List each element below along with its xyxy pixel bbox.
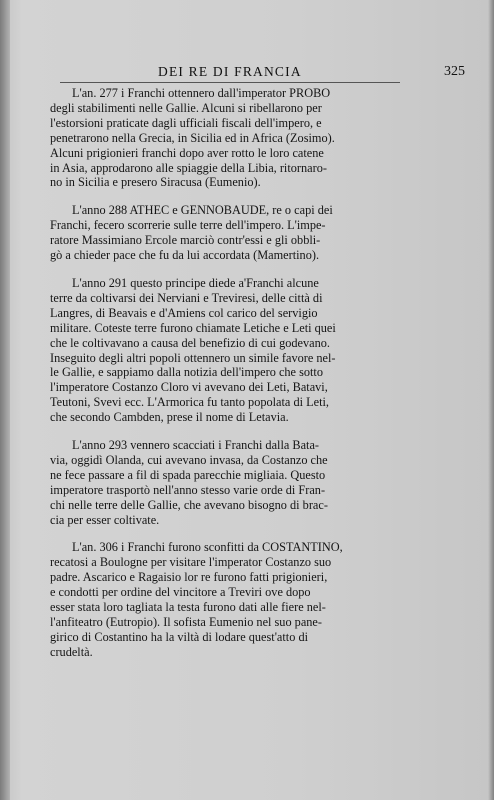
text-line: l'imperatore Costanzo Cloro vi avevano dei Leti, Batavi, [50,380,328,395]
text-line: crudeltà. [50,644,93,659]
text-line: L'anno 293 vennero scacciati i Franchi dalla Bata- [72,438,320,453]
text-line: esser stata loro tagliata la testa furono dati alle fiere nel- [50,600,326,615]
text-line: che le coltivavano a causa del benefizio di cui godevano. [50,335,330,350]
text-line: padre. Ascarico e Ragaisio lor re furono fatti prigionieri, [50,570,328,585]
text-line: che secondo Cambden, prese il nome di Letavia. [50,410,289,425]
text-line: l'anfiteatro (Eutropio). Il sofista Eumenio nel suo pane- [50,615,322,629]
text-line: le Gallie, e sappiamo dalla notizia dell'impero che sotto [50,365,323,380]
paragraph [50,276,460,425]
text-line: ratore Massimiano Ercole marciò contr'essi e gli obbli- [50,233,321,248]
page-number: 325 [444,64,465,79]
text-line: militare. Coteste terre furono chiamate Letiche e Leti quei [50,320,336,335]
text-line: Inseguito degli altri popoli ottennero un simile favore nel- [50,350,336,365]
text-line: girico di Costantino ha la viltà di lodare quest'atto di [50,629,309,644]
page-edge-shadow [488,0,494,800]
text-line: penetrarono nella Grecia, in Sicilia ed in Africa (Zosimo). [50,130,335,145]
text-line: degli stabilimenti nelle Gallie. Alcuni si ribellarono per [50,100,322,115]
paragraph [50,438,460,527]
text-line: Franchi, fecero scorrerie sulle terre dell'impero. L'impe- [50,218,326,233]
text-line: Alcuni prigionieri franchi dopo aver rotto le loro catene [50,145,324,160]
text-line: recatosi a Boulogne per visitare l'imperator Costanzo suo [50,555,332,570]
text-line: e condotti per ordine del vincitore a Treviri ove dopo [50,585,311,600]
text-line: L'anno 288 ATHEC e GENNOBAUDE, re o capi dei [72,203,333,218]
page-gutter [0,0,10,800]
text-line: via, oggidì Olanda, cui avevano invasa, da Costanzo che [50,452,328,467]
text-line: imperatore trasportò nell'anno stesso varie orde di Fran- [50,482,326,497]
text-line: l'estorsioni praticate dagli ufficiali fiscali dell'impero, e [50,115,322,130]
text-line: terre da coltivarsi dei Nerviani e Treviresi, delle città di [50,290,323,305]
header-rule [60,82,400,83]
text-line: L'an. 277 i Franchi ottennero dall'imperator PROBO [72,86,331,100]
running-head: DEI RE DI FRANCIA [158,64,302,79]
text-line: chi nelle terre delle Gallie, che avevano bisogno di brac- [50,497,328,512]
body-text [50,86,460,673]
text-line: L'anno 291 questo principe diede a'Franchi alcune [72,275,319,290]
text-line: Langres, di Beavais e d'Amiens col carico del servigio [50,305,318,320]
text-line: gò a chieder pace che fu da lui accordata (Mamertino). [50,248,320,263]
text-line: in Asia, approdarono alle spiaggie della Libia, ritornaro- [50,160,327,175]
text-line: L'an. 306 i Franchi furono sconfitti da COSTANTINO, [72,540,343,555]
page-header [60,64,465,82]
text-line: no in Sicilia e presero Siracusa (Eumenio). [50,175,261,190]
paragraph [50,203,460,263]
text-line: Teutoni, Svevi ecc. L'Armorica fu tanto popolata di Leti, [50,395,329,410]
paragraph [50,86,460,190]
paragraph [50,540,460,659]
text-line: cia per esser coltivate. [50,512,160,527]
text-line: ne fece passare a fil di spada parecchie migliaia. Questo [50,467,326,482]
